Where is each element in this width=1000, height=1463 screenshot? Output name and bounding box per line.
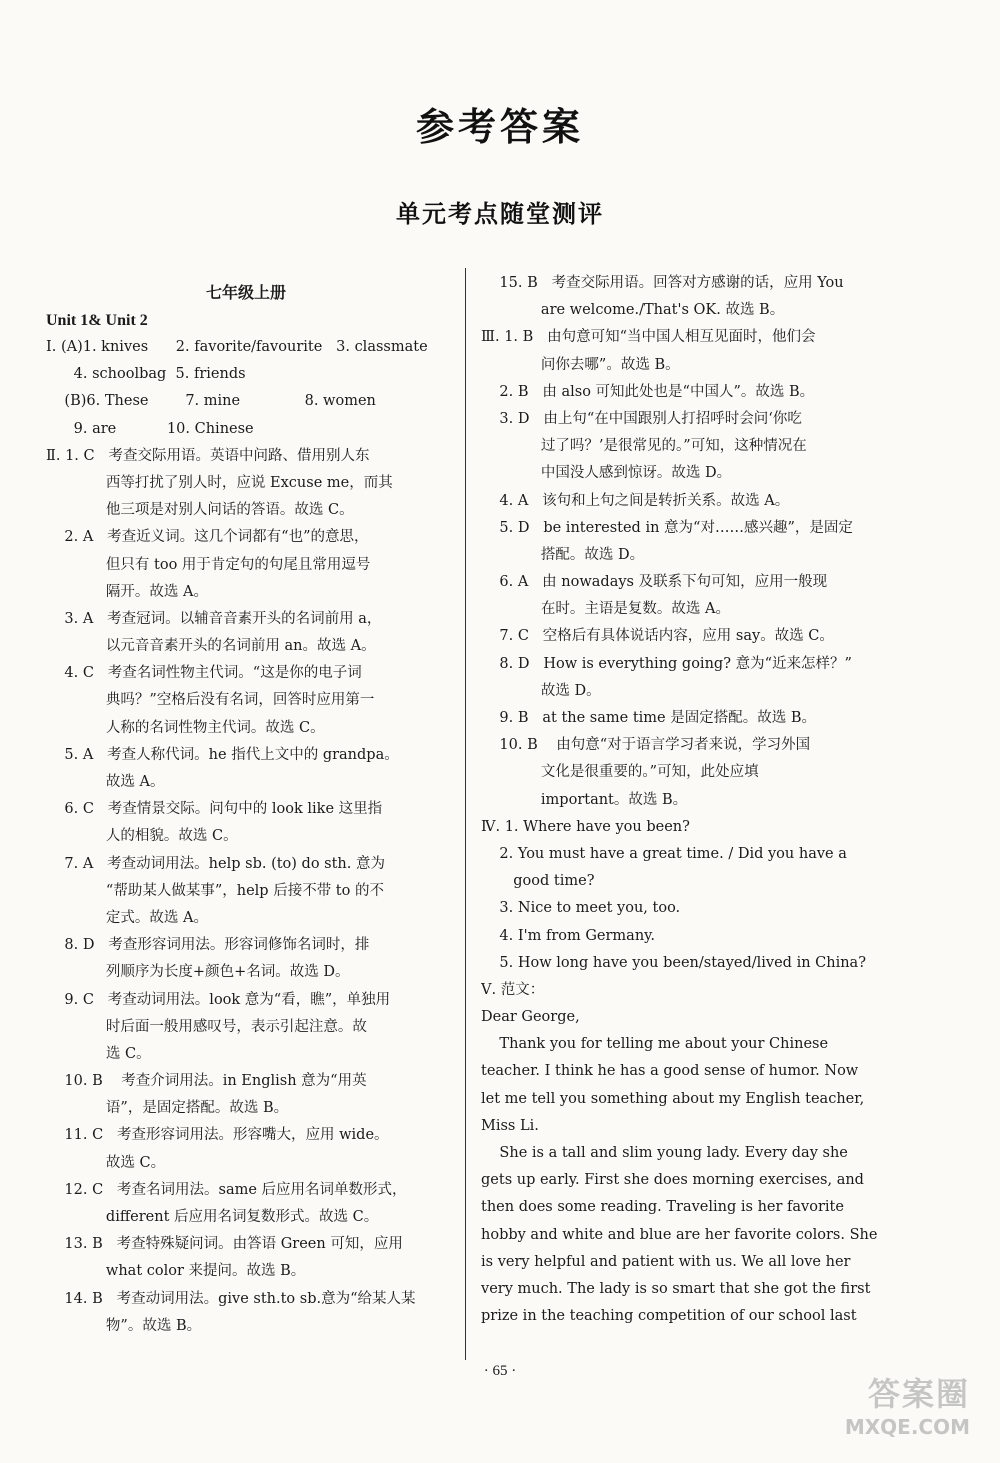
answer-line: 4. C 考查名词性物主代词。“这是你的电子词: [46, 665, 362, 682]
answer-line: teacher. I think he has a good sense of humor. Now: [481, 1063, 859, 1080]
answer-line: 文化是很重要的。”可知，此处应填: [481, 764, 759, 781]
answer-line: 4. I'm from Germany.: [481, 927, 656, 944]
answer-line: prize in the teaching competition of our school last: [481, 1308, 857, 1325]
answer-line: 4. A 该句和上句之间是转折关系。故选 A。: [481, 492, 790, 509]
answer-line: 选 C。: [46, 1045, 151, 1062]
answer-line: 14. B 考查动词用法。give sth.to sb.意为“给某人某: [46, 1290, 416, 1307]
answer-line: 4. schoolbag 5. friends: [46, 366, 246, 383]
left-column: [46, 270, 446, 1340]
answer-line: 3. D 由上句“在中国跟别人打招呼时会问‘你吃: [481, 410, 802, 427]
answer-line: 6. A 由 nowadays 及联系下句可知，应用一般现: [481, 574, 828, 591]
answer-line: 12. C 考查名词用法。same 后应用名词单数形式，: [46, 1181, 407, 1198]
answer-line: 人的相貌。故选 C。: [46, 828, 238, 845]
answer-line: what color 来提问。故选 B。: [46, 1263, 306, 1280]
answer-line: 7. C 空格后有具体说话内容，应用 say。故选 C。: [481, 628, 834, 645]
answer-line: 物”。故选 B。: [46, 1317, 202, 1334]
answer-line: 2. A 考查近义词。这几个词都有“也”的意思，: [46, 529, 369, 546]
answer-line: 10. B 考查介词用法。in English 意为“用英: [46, 1073, 367, 1090]
answer-line: 15. B 考查交际用语。回答对方感谢的话，应用 You: [481, 275, 844, 291]
answer-line: hobby and white and blue are her favorite colors. She: [481, 1226, 878, 1243]
answer-line: let me tell you something about my English teacher,: [481, 1090, 865, 1107]
answer-line: good time?: [481, 873, 595, 890]
watermark-logo: [845, 1369, 970, 1439]
answer-line: is very helpful and patient with us. We all love her: [481, 1253, 851, 1270]
watermark-url: MXQE.COM: [844, 1415, 970, 1439]
answer-line: 9. C 考查动词用法。look 意为“看，瞧”，单独用: [46, 991, 391, 1008]
answer-line: 但只有 too 用于肯定句的句尾且常用逗号: [46, 556, 371, 573]
unit-heading: Unit 1& Unit 2: [46, 312, 148, 329]
answer-line: 故选 A。: [46, 774, 165, 790]
answer-line: 过了吗？’是很常见的。”可知，这种情况在: [481, 438, 807, 455]
section-subtitle: 单元考点随堂测评: [396, 200, 604, 228]
answer-line: 7. A 考查动词用法。help sb. (to) do sth. 意为: [46, 855, 385, 872]
answer-line: Dear George,: [481, 1009, 580, 1026]
answer-line: important。故选 B。: [481, 791, 688, 808]
answer-line: 列顺序为长度+颜色+名词。故选 D。: [46, 964, 350, 981]
answer-line: 11. C 考查形容词用法。形容嘴大，应用 wide。: [46, 1127, 389, 1144]
right-answer-list: [481, 270, 885, 1330]
answer-line: 10. B 由句意“对于语言学习者来说，学习外国: [481, 737, 811, 754]
answer-line: 13. B 考查特殊疑问词。由答语 Green 可知，应用: [46, 1236, 403, 1253]
answer-line: 9. B at the same time 是固定搭配。故选 B。: [481, 710, 816, 726]
answer-line: Ⅲ. 1. B 由句意可知“当中国人相互见面时，他们会: [481, 329, 816, 346]
answer-line: 西等打扰了别人时，应说 Excuse me，而其: [46, 474, 393, 491]
answer-line: 5. A 考查人称代词。he 指代上文中的 grandpa。: [46, 746, 399, 763]
answer-line: 3. A 考查冠词。以辅音音素开头的名词前用 a，: [46, 610, 382, 627]
answer-line: 3. Nice to meet you, too.: [481, 900, 681, 917]
answer-line: Ⅰ. (A)1. knives 2. favorite/favourite 3. classmate: [46, 339, 428, 355]
answer-line: 定式。故选 A。: [46, 909, 208, 926]
answer-line: 隔开。故选 A。: [46, 583, 208, 600]
answer-line: 人称的名词性物主代词。故选 C。: [46, 719, 325, 736]
answer-line: Miss Li.: [481, 1117, 539, 1134]
answer-line: are welcome./That's OK. 故选 B。: [481, 302, 785, 319]
answer-line: 故选 D。: [481, 682, 601, 699]
right-column: [481, 270, 885, 1330]
answer-line: 6. C 考查情景交际。问句中的 look like 这里指: [46, 801, 383, 818]
answer-line: 典吗？”空格后没有名词，回答时应用第一: [46, 692, 375, 709]
grade-heading: 七年级上册: [205, 283, 286, 302]
left-answer-list: [46, 334, 446, 1340]
answer-line: Thank you for telling me about your Chinese: [481, 1036, 829, 1053]
answer-line: then does some reading. Traveling is her favorite: [481, 1199, 844, 1216]
answer-line: 2. You must have a great time. / Did you have a: [481, 845, 847, 862]
page-number: · 65 ·: [483, 1363, 517, 1379]
answer-line: Ⅱ. 1. C 考查交际用语。英语中问路、借用别人东: [46, 447, 370, 464]
answer-line: 8. D How is everything going? 意为“近来怎样？”: [481, 655, 852, 672]
answer-line: 时后面一般用感叹号，表示引起注意。故: [46, 1018, 367, 1035]
answer-line: 故选 C。: [46, 1154, 166, 1171]
answer-line: different 后应用名词复数形式。故选 C。: [46, 1209, 379, 1225]
answer-line: very much. The lady is so smart that she got the first: [481, 1280, 871, 1297]
answer-line: She is a tall and slim young lady. Every day she: [481, 1145, 848, 1161]
answer-line: 2. B 由 also 可知此处也是“中国人”。故选 B。: [481, 383, 815, 400]
answer-line: 以元音音素开头的名词前用 an。故选 A。: [46, 638, 376, 655]
watermark-logo-text: 答案圈: [867, 1375, 970, 1413]
answer-line: 5. How long have you been/stayed/lived in China?: [481, 954, 866, 971]
page-title: 参考答案: [415, 105, 584, 149]
answer-line: “帮助某人做某事”，help 后接不带 to 的不: [46, 882, 384, 899]
column-divider: [465, 268, 466, 1360]
answer-line: 搭配。故选 D。: [481, 546, 645, 563]
answer-line: 在时。主语是复数。故选 A。: [481, 601, 730, 618]
answer-line: Ⅴ. 范文：: [481, 981, 545, 998]
answer-line: 中国没人感到惊讶。故选 D。: [481, 465, 732, 482]
answer-line: 5. D be interested in 意为“对……感兴趣”，是固定: [481, 519, 853, 536]
answer-line: 语”，是固定搭配。故选 B。: [46, 1100, 289, 1117]
answer-line: (B)6. These 7. mine 8. women: [46, 393, 376, 410]
answer-line: 9. are 10. Chinese: [46, 420, 254, 437]
answer-line: gets up early. First she does morning exercises, and: [481, 1172, 864, 1189]
answer-line: 他三项是对别人问话的答语。故选 C。: [46, 502, 354, 519]
answer-line: 问你去哪”。故选 B。: [481, 356, 680, 373]
answer-line: 8. D 考查形容词用法。形容词修饰名词时，排: [46, 937, 370, 954]
answer-line: Ⅳ. 1. Where have you been?: [481, 818, 690, 835]
